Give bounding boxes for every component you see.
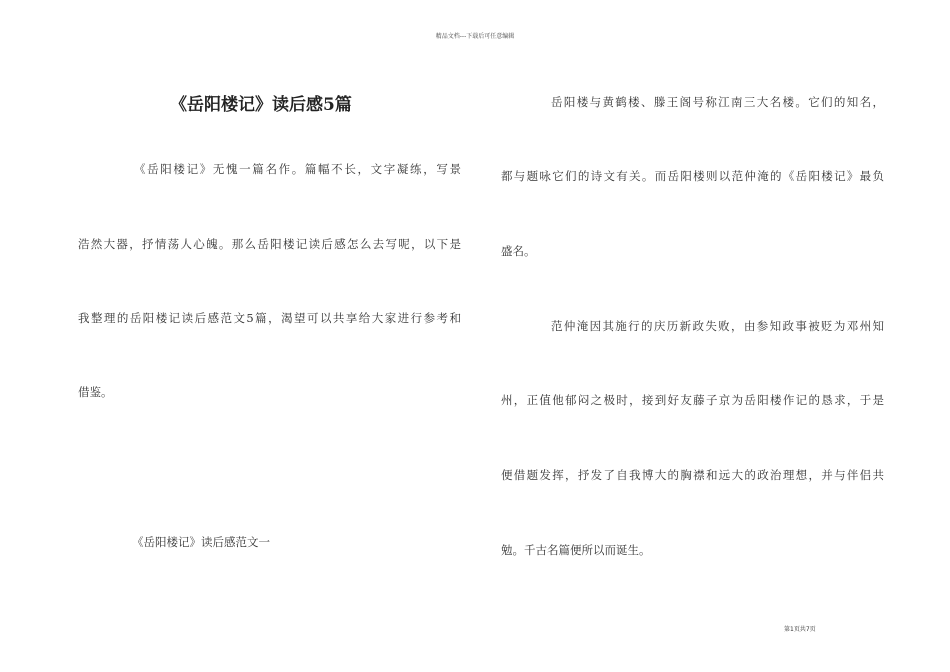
intro-line-4: 借鉴。 xyxy=(78,385,113,399)
right-line-2: 都与题咏它们的诗文有关。而岳阳楼则以范仲淹的《岳阳楼记》最负 xyxy=(501,169,884,183)
right-line-7: 勉。千古名篇便所以而诞生。 xyxy=(501,543,651,557)
right-line-3: 盛名。 xyxy=(501,244,536,258)
right-line-1: 岳阳楼与黄鹤楼、滕王阁号称江南三大名楼。它们的知名， xyxy=(551,95,884,109)
intro-line-3: 我整理的岳阳楼记读后感范文5篇，渴望可以共享给大家进行参考和 xyxy=(78,311,461,325)
right-line-5: 州，正值他郁闷之极时，接到好友藤子京为岳阳楼作记的恳求，于是 xyxy=(501,393,884,407)
header-note: 精品文档---下载后可任意编辑 xyxy=(435,33,515,40)
page-number: 第1页共7页 xyxy=(784,626,816,633)
document-title: 《岳阳楼记》读后感5篇 xyxy=(170,95,352,115)
right-line-4: 范仲淹因其施行的庆历新政失败，由参知政事被贬为邓州知 xyxy=(551,319,884,333)
right-line-6: 便借题发挥，抒发了自我博大的胸襟和远大的政治理想，并与伴侣共 xyxy=(501,468,884,482)
intro-line-1: 《岳阳楼记》无愧一篇名作。篇幅不长，文字凝练，写景 xyxy=(134,162,461,176)
intro-line-2: 浩然大器，抒情荡人心魄。那么岳阳楼记读后感怎么去写呢，以下是 xyxy=(78,237,461,251)
section-heading: 《岳阳楼记》读后感范文一 xyxy=(132,535,270,549)
